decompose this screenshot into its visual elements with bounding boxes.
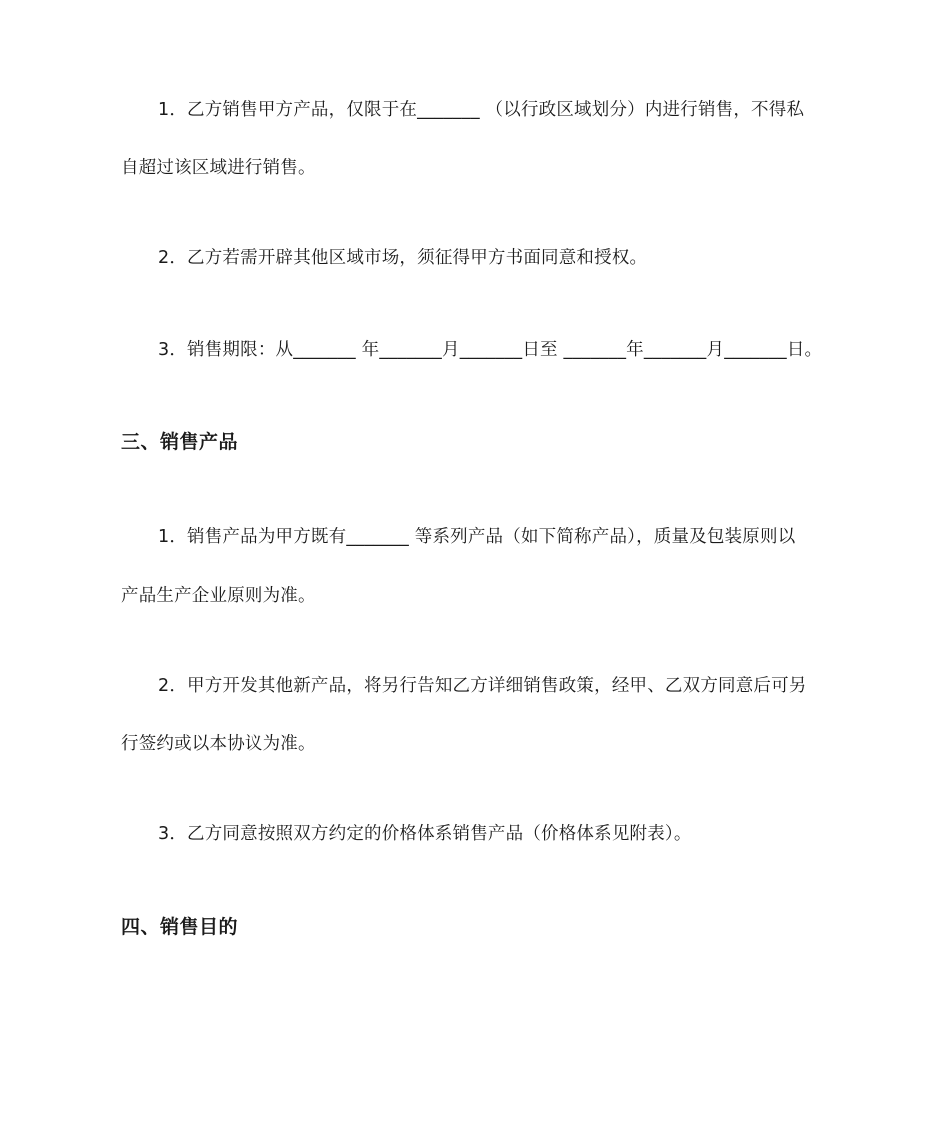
clause-3-2-line-2: 行签约或以本协议为准。 xyxy=(121,734,316,754)
clause-2-1-line-1: 1．乙方销售甲方产品，仅限于在_______ （以行政区域划分）内进行销售，不得私 xyxy=(158,100,805,120)
clause-3-1-line-2: 产品生产企业原则为准。 xyxy=(121,586,316,606)
section-heading-sales-purpose: 四、销售目的 xyxy=(121,916,239,938)
clause-3-2-line-1: 2．甲方开发其他新产品，将另行告知乙方详细销售政策，经甲、乙双方同意后可另 xyxy=(158,676,807,696)
clause-3-3: 3．乙方同意按照双方约定的价格体系销售产品（价格体系见附表）。 xyxy=(158,824,692,844)
clause-3-1-line-1: 1．销售产品为甲方既有_______ 等系列产品（如下简称产品），质量及包装原则以 xyxy=(158,527,796,547)
clause-2-2: 2．乙方若需开辟其他区域市场，须征得甲方书面同意和授权。 xyxy=(158,248,648,268)
clause-2-1-line-2: 自超过该区域进行销售。 xyxy=(121,158,316,178)
clause-2-3: 3．销售期限：从_______ 年_______月_______日至 _______年_______月_______日。 xyxy=(158,340,823,360)
section-heading-sales-products: 三、销售产品 xyxy=(121,431,239,453)
